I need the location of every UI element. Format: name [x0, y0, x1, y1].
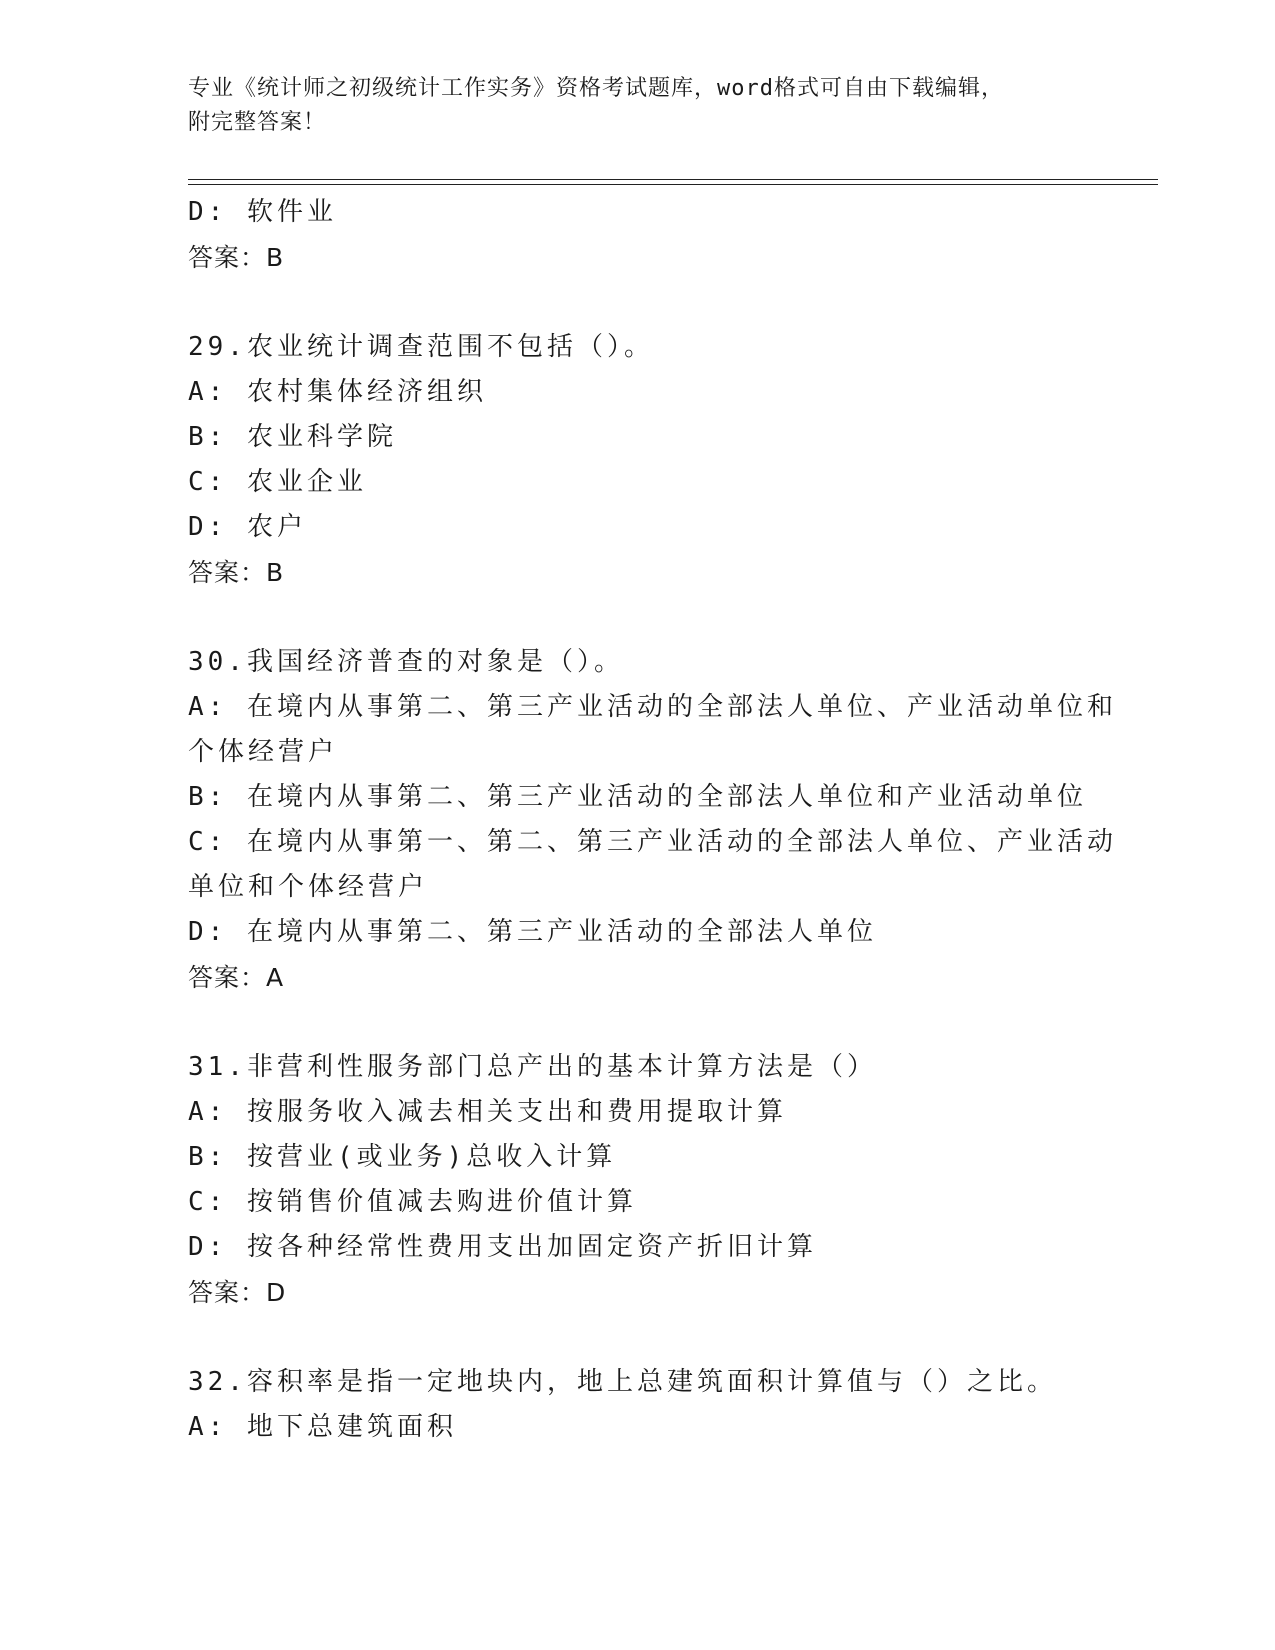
question-block-30 [188, 640, 1117, 1000]
option-c-line-1: C: 在境内从事第一、第二、第三产业活动的全部法人单位、产业活动 [188, 827, 1117, 857]
option-a: A: 地下总建筑面积 [188, 1412, 457, 1442]
spacer [188, 280, 1088, 325]
answer-line: 答案：D [188, 1278, 287, 1307]
header-rule-top [188, 179, 1158, 180]
question-text: 29.农业统计调查范围不包括（）。 [188, 332, 654, 362]
option-a-line-1: A: 在境内从事第二、第三产业活动的全部法人单位、产业活动单位和 [188, 692, 1117, 722]
option-c: C: 按销售价值减去购进价值计算 [188, 1187, 637, 1217]
option-d: D: 软件业 [188, 197, 337, 227]
option-a: A: 农村集体经济组织 [188, 377, 487, 407]
answer-line: 答案：B [188, 558, 285, 587]
question-list [188, 190, 1117, 1450]
question-block-31 [188, 1045, 1088, 1315]
spacer [188, 1000, 1088, 1045]
header-rule-bottom [188, 184, 1158, 185]
answer-line: 答案：A [188, 963, 285, 992]
option-d: D: 农户 [188, 512, 307, 542]
option-c-line-2: 单位和个体经营户 [188, 872, 429, 902]
option-b: B: 农业科学院 [188, 422, 397, 452]
question-text: 30.我国经济普查的对象是（）。 [188, 647, 624, 677]
question-text: 32.容积率是指一定地块内，地上总建筑面积计算值与（）之比。 [188, 1367, 1057, 1397]
header-line-2: 附完整答案！ [188, 110, 327, 135]
option-d: D: 在境内从事第二、第三产业活动的全部法人单位 [188, 917, 877, 947]
option-a: A: 按服务收入减去相关支出和费用提取计算 [188, 1097, 787, 1127]
question-block-28 [188, 190, 1088, 280]
spacer [188, 595, 1088, 640]
document-header [188, 72, 1088, 140]
question-block-29 [188, 325, 1088, 595]
option-a-line-2: 个体经营户 [188, 737, 339, 767]
question-block-32 [188, 1360, 1088, 1450]
option-b: B: 在境内从事第二、第三产业活动的全部法人单位和产业活动单位 [188, 782, 1087, 812]
question-text: 31.非营利性服务部门总产出的基本计算方法是（） [188, 1052, 877, 1082]
option-b: B: 按营业(或业务)总收入计算 [188, 1142, 617, 1172]
option-d: D: 按各种经常性费用支出加固定资产折旧计算 [188, 1232, 817, 1262]
option-c: C: 农业企业 [188, 467, 367, 497]
answer-line: 答案：B [188, 243, 285, 272]
spacer [188, 1315, 1088, 1360]
header-line-1: 专业《统计师之初级统计工作实务》资格考试题库，word格式可自由下载编辑， [188, 76, 1004, 101]
